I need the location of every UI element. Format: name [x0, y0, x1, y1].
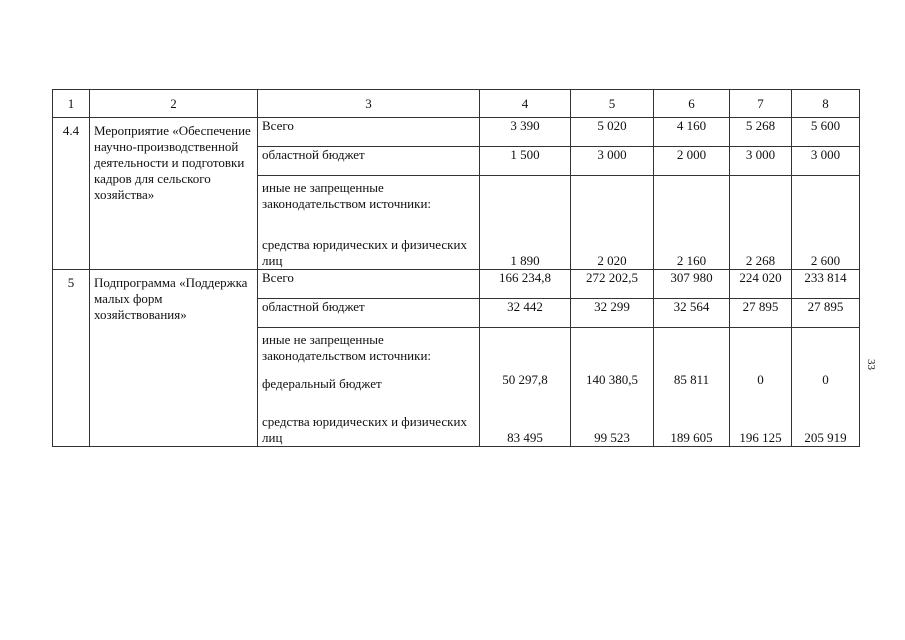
value-cell: 32 299	[571, 299, 654, 328]
source-label: областной бюджет	[258, 299, 480, 328]
source-label: Всего	[258, 118, 480, 147]
source-heading: иные не запрещенные законодательством источники:	[262, 332, 432, 363]
value-cell	[480, 328, 571, 447]
value-federal: 140 380,5	[586, 372, 638, 387]
value-federal: 85 811	[673, 372, 710, 387]
col-header-6: 6	[654, 90, 730, 118]
source-cell	[258, 176, 480, 270]
value-cell: 166 234,8	[480, 270, 571, 299]
source-label: областной бюджет	[258, 147, 480, 176]
header-row	[53, 90, 860, 118]
col-header-2: 2	[90, 90, 258, 118]
value-cell: 32 442	[480, 299, 571, 328]
value-legal: 196 125	[739, 430, 782, 445]
value-cell: 4 160	[654, 118, 730, 147]
source-cell	[258, 328, 480, 447]
value-cell: 3 000	[571, 147, 654, 176]
value-cell: 3 390	[480, 118, 571, 147]
table-row	[53, 270, 860, 299]
source-label: федеральный бюджет	[262, 376, 382, 391]
budget-table	[52, 89, 860, 447]
value-cell: 2 268	[730, 176, 792, 270]
value-cell: 32 564	[654, 299, 730, 328]
value-cell: 272 202,5	[571, 270, 654, 299]
value-cell: 27 895	[792, 299, 860, 328]
value-cell: 1 890	[480, 176, 571, 270]
value-cell	[730, 328, 792, 447]
value-cell: 233 814	[792, 270, 860, 299]
value-cell: 27 895	[730, 299, 792, 328]
item-name: Мероприятие «Обеспечение научно-производственной деятельности и подготовки кадров для сельского хозяйства»	[90, 118, 258, 270]
value-cell: 5 268	[730, 118, 792, 147]
source-label: средства юридических и физических лиц	[262, 414, 467, 445]
table-row	[53, 118, 860, 147]
value-cell: 224 020	[730, 270, 792, 299]
item-name: Подпрограмма «Поддержка малых форм хозяйствования»	[90, 270, 258, 447]
value-cell: 307 980	[654, 270, 730, 299]
value-legal: 205 919	[804, 430, 847, 445]
value-cell: 3 000	[792, 147, 860, 176]
value-cell: 3 000	[730, 147, 792, 176]
col-header-4: 4	[480, 90, 571, 118]
value-legal: 189 605	[670, 430, 713, 445]
value-cell: 2 000	[654, 147, 730, 176]
col-header-3: 3	[258, 90, 480, 118]
value-federal: 50 297,8	[502, 372, 548, 387]
item-number: 4.4	[53, 118, 90, 270]
page-number: 33	[865, 359, 877, 370]
value-legal: 83 495	[507, 430, 543, 445]
value-federal: 0	[757, 372, 764, 387]
value-cell: 5 600	[792, 118, 860, 147]
value-cell: 2 020	[571, 176, 654, 270]
value-federal: 0	[822, 372, 829, 387]
value-cell	[792, 328, 860, 447]
value-cell: 5 020	[571, 118, 654, 147]
source-label: Всего	[258, 270, 480, 299]
value-cell: 2 160	[654, 176, 730, 270]
col-header-5: 5	[571, 90, 654, 118]
col-header-7: 7	[730, 90, 792, 118]
item-number: 5	[53, 270, 90, 447]
value-cell: 2 600	[792, 176, 860, 270]
col-header-8: 8	[792, 90, 860, 118]
value-cell: 1 500	[480, 147, 571, 176]
value-cell	[654, 328, 730, 447]
value-legal: 99 523	[594, 430, 630, 445]
source-heading: иные не запрещенные законодательством источники:	[262, 180, 432, 211]
source-label: средства юридических и физических лиц	[262, 237, 467, 268]
value-cell	[571, 328, 654, 447]
col-header-1: 1	[53, 90, 90, 118]
